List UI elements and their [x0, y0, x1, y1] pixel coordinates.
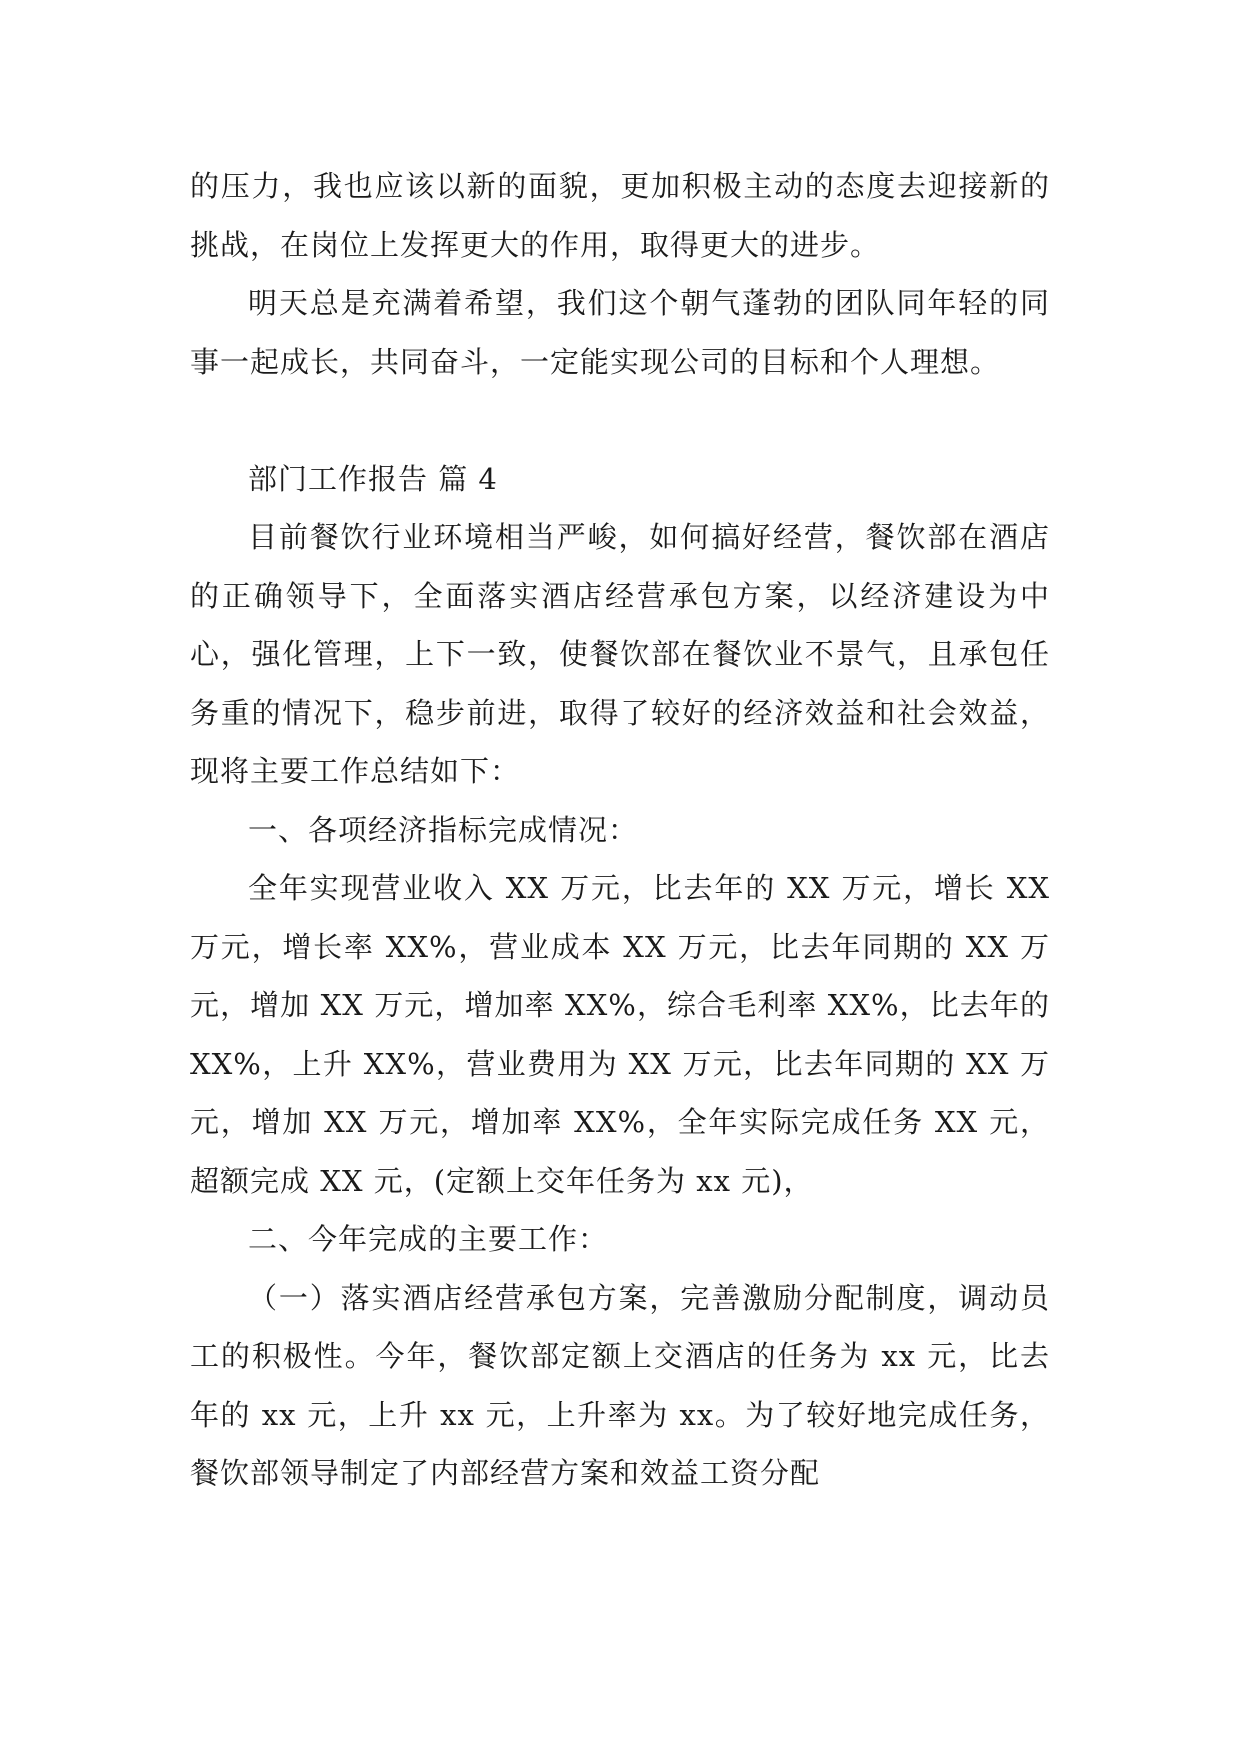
- paragraph-economic-figures: 全年实现营业收入 XX 万元，比去年的 XX 万元，增长 XX 万元，增长率 XX%，营业成本 XX 万元，比去年同期的 XX 万元，增加 XX 万元，增加率 XX%，综合毛利率 XX%，比去年的 XX%，上升 XX%，营业费用为 XX 万元，比去年同期的 XX 万元，增加 XX 万元，增加率 XX%，全年实际完成任务 XX 元，超额完成 XX 元，(定额上交年任务为 xx 元)，: [190, 871, 1050, 1198]
- document-body: [190, 157, 1050, 1503]
- paragraph-intro: 目前餐饮行业环境相当严峻，如何搞好经营，餐饮部在酒店的正确领导下，全面落实酒店经营承包方案，以经济建设为中心，强化管理，上下一致，使餐饮部在餐饮业不景气，且承包任务重的情况下，稳步前进，取得了较好的经济效益和社会效益，现将主要工作总结如下：: [190, 520, 1050, 788]
- paragraph-continued: 的压力，我也应该以新的面貌，更加积极主动的态度去迎接新的挑战，在岗位上发挥更大的作用，取得更大的进步。: [190, 169, 1050, 262]
- section-title: 部门工作报告 篇 4: [248, 461, 498, 496]
- subheading-main-work: 二、今年完成的主要工作：: [248, 1222, 609, 1256]
- subheading-economic-indicators: 一、各项经济指标完成情况：: [248, 812, 639, 847]
- paragraph-main-work-1: （一）落实酒店经营承包方案，完善激励分配制度，调动员工的积极性。今年，餐饮部定额上交酒店的任务为 xx 元，比去年的 xx 元，上升 xx 元，上升率为 xx。为了较好地完成任务，餐饮部领导制定了内部经营方案和效益工资分配: [190, 1280, 1050, 1490]
- paragraph-closing: 明天总是充满着希望，我们这个朝气蓬勃的团队同年轻的同事一起成长，共同奋斗，一定能实现公司的目标和个人理想。: [190, 286, 1050, 379]
